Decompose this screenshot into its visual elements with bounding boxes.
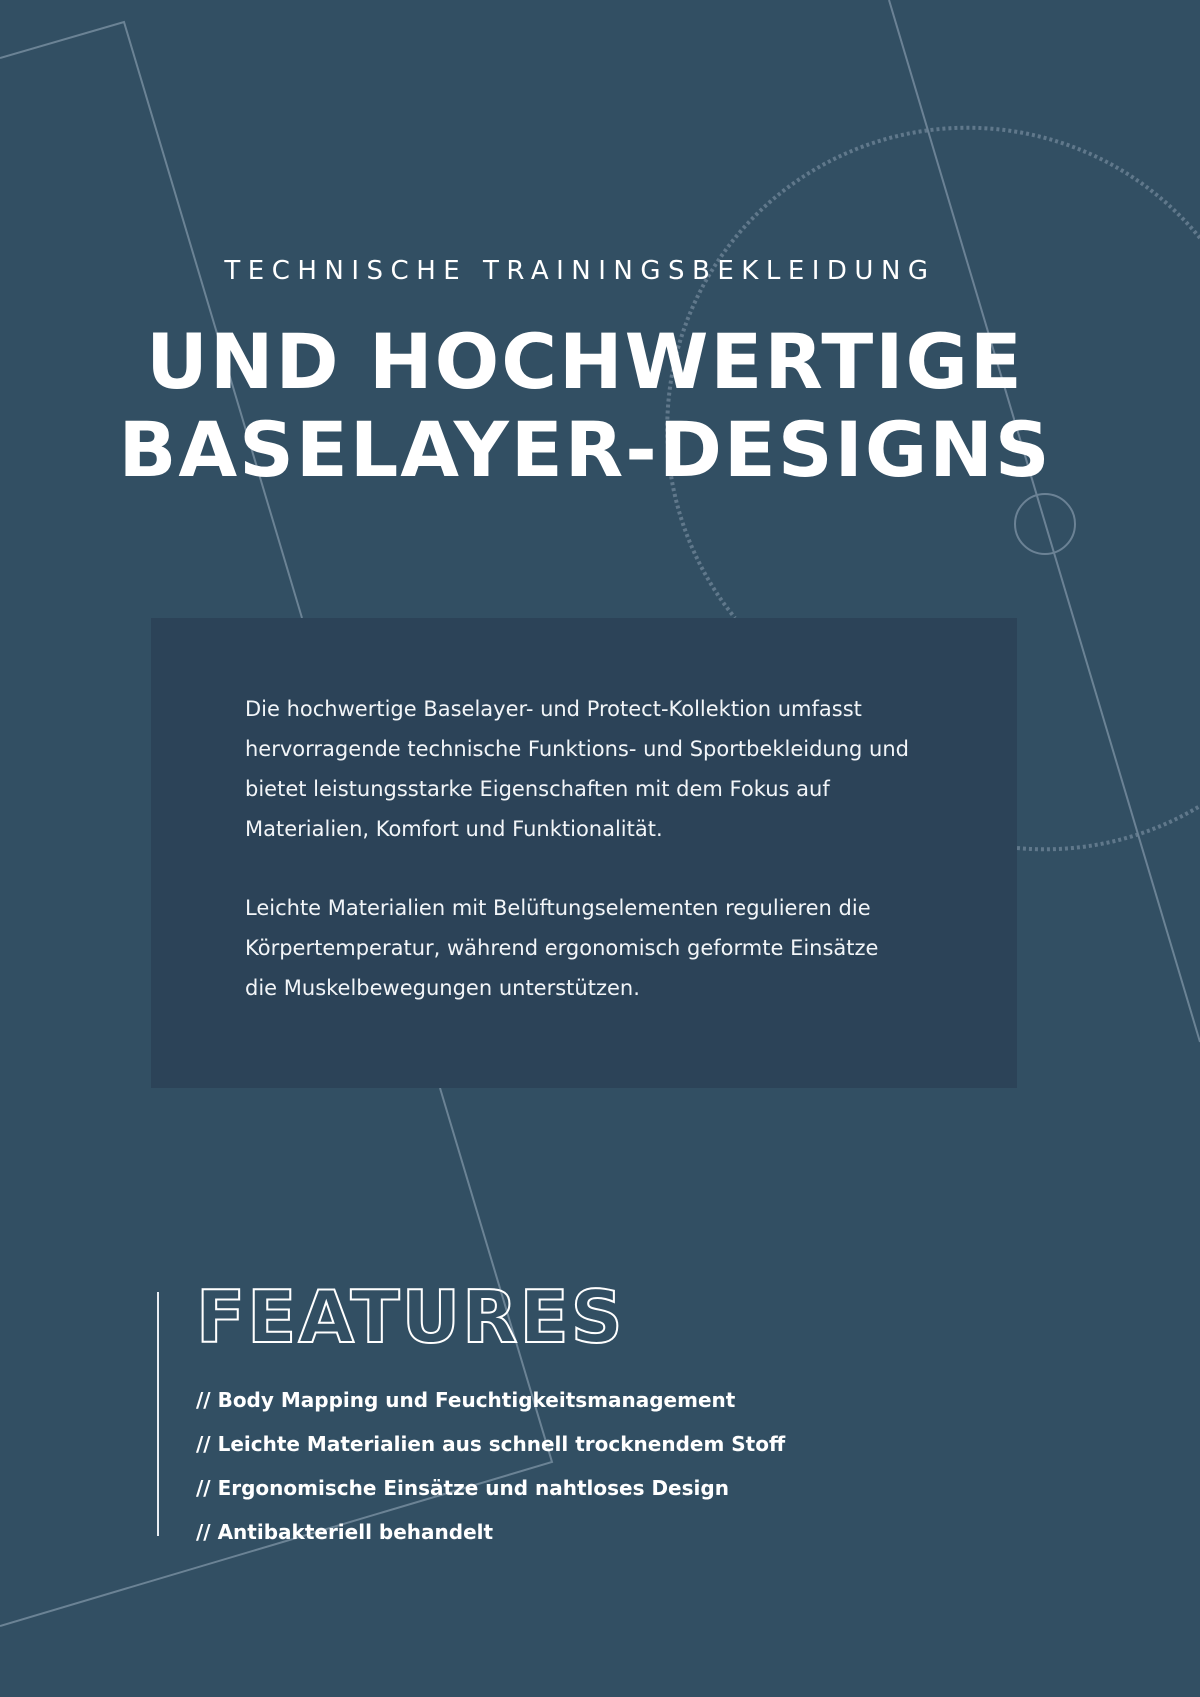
features-divider — [157, 1292, 159, 1536]
center-circle-lower — [1017, 806, 1200, 849]
intro-paragraph-1 — [245, 689, 977, 849]
intro-p2-line: Leichte Materialien mit Belüftungselementen regulieren die — [245, 896, 871, 920]
intro-text-box — [151, 618, 1017, 1088]
intro-p1-line: Materialien, Komfort und Funktionalität. — [245, 817, 663, 841]
headline-line-2: BASELAYER-DESIGNS — [118, 405, 1052, 494]
features-list — [196, 1378, 785, 1554]
feature-item: // Body Mapping und Feuchtigkeitsmanagement — [196, 1388, 736, 1412]
feature-item: // Antibakteriell behandelt — [196, 1520, 494, 1544]
page-headline — [0, 318, 1170, 494]
intro-p1-line: Die hochwertige Baselayer- und Protect-Kollektion umfasst — [245, 697, 862, 721]
headline-line-1: UND HOCHWERTIGE — [146, 317, 1024, 406]
intro-p1-line: hervorragende technische Funktions- und Sportbekleidung und — [245, 737, 909, 761]
kicker-title: TECHNISCHE TRAININGSBEKLEIDUNG — [224, 256, 936, 286]
intro-p2-line: die Muskelbewegungen unterstützen. — [245, 976, 640, 1000]
features-title: FEATURES — [196, 1275, 625, 1359]
feature-item: // Ergonomische Einsätze und nahtloses Design — [196, 1476, 729, 1500]
feature-item: // Leichte Materialien aus schnell trocknendem Stoff — [196, 1432, 786, 1456]
intro-p1-line: bietet leistungsstarke Eigenschaften mit dem Fokus auf — [245, 777, 830, 801]
intro-p2-line: Körpertemperatur, während ergonomisch geformte Einsätze — [245, 936, 879, 960]
intro-paragraph-2 — [245, 888, 977, 1008]
